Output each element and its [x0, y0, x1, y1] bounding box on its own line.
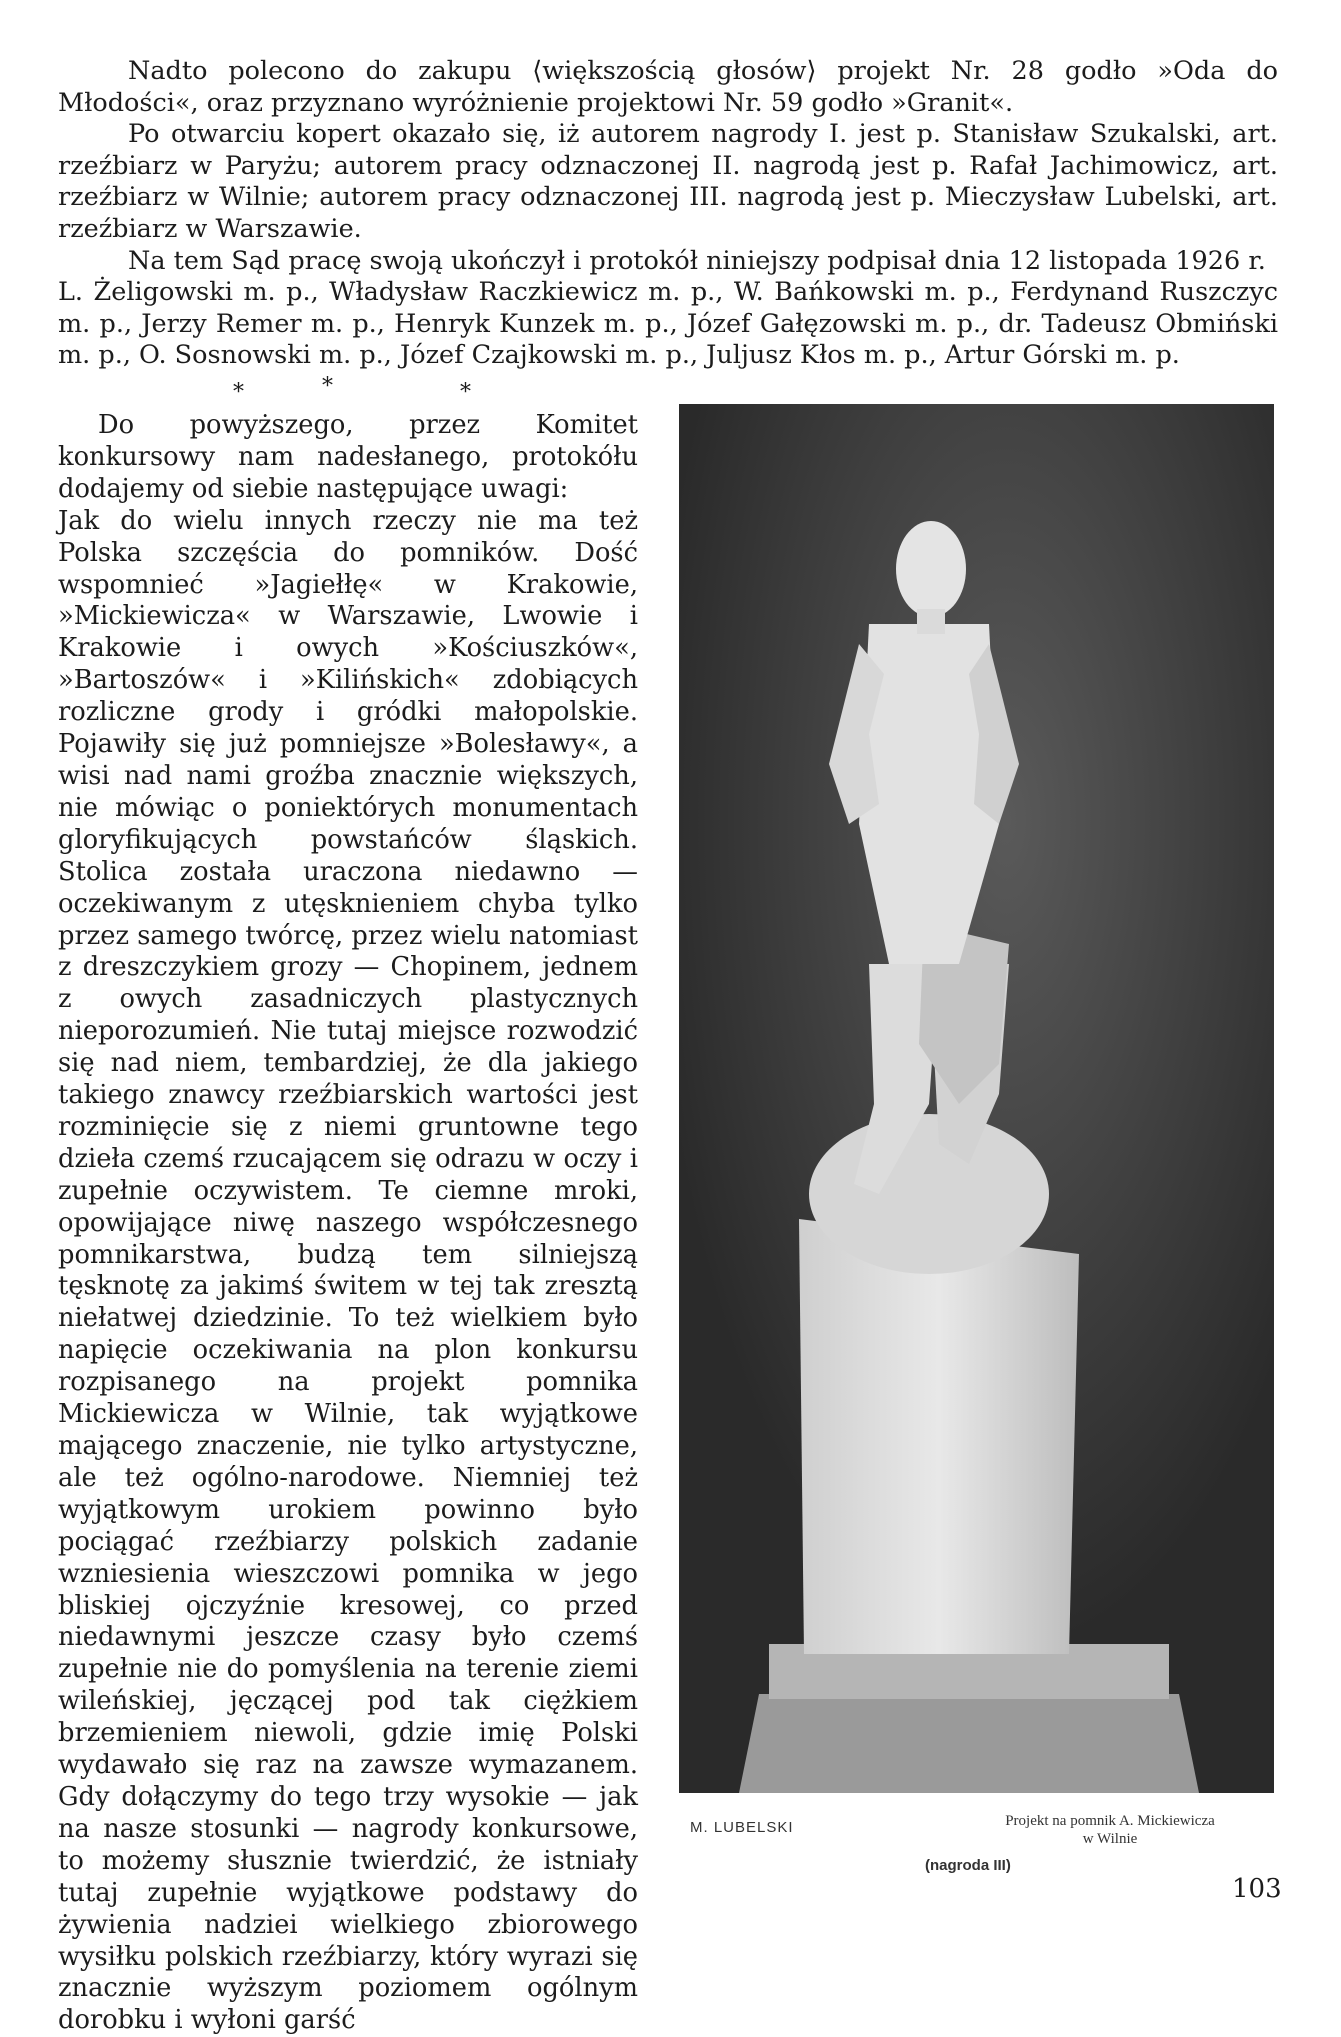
figure-caption-title: [940, 1812, 1280, 1848]
caption-title-line: Projekt na pomnik A. Mickiewicza: [1005, 1813, 1215, 1829]
separator-star: *: [460, 380, 471, 405]
sculpture-photograph: [679, 404, 1274, 1793]
separator-star: *: [233, 380, 244, 405]
top-text-block: [58, 56, 1278, 372]
separator-star: *: [322, 374, 333, 399]
paragraph: Jak do wielu innych rzeczy nie ma też Polska szczęścia do pomników. Dość wspomnieć »Jagiełłę« w Krakowie, »Mickiewicza« w Warszawie, Lwowie i Krakowie i owych »Kościuszków«, »Bartoszów« i »Kilińskich« zdobiących rozliczne grody i gródki małopolskie. Pojawiły się już pomniejsze »Bolesławy«, a wisi nad nami groźba znacznie większych, nie mówiąc o poniektórych monumentach gloryfikujących powstańców śląskich. Stolica została uraczona niedawno — oczekiwanym z utęsknieniem chyba tylko przez samego twórcę, przez wielu natomiast z dreszczykiem grozy — Chopinem, jednem z owych zasadniczych plastycznych nieporozumień. Nie tutaj miejsce rozwodzić się nad niem, tembardziej, że dla jakiego takiego znawcy rzeźbiarskich wartości jest rozminięcie się z niemi gruntowne tego dzieła czemś rzucającem się odrazu w oczy i zupełnie oczywistem. Te ciemne mroki, opowijające niwę naszego współczesnego pomnikarstwa, budzą tem silniejszą tęsknotę za jakimś świtem w tej tak zresztą niełatwej dziedzinie. To też wielkiem było napięcie oczekiwania na plon konkursu rozpisanego na projekt pomnika Mickiewicza w Wilnie, tak wyjątkowe mającego znaczenie, nie tylko artystyczne, ale też ogólno-narodowe. Niemniej też wyjątkowym urokiem powinno było pociągać rzeźbiarzy polskich zadanie wzniesienia wieszczowi pomnika w jego bliskiej ojczyźnie kresowej, co przed niedawnymi jeszcze czasy było czemś zupełnie nie do pomyślenia na terenie ziemi wileńskiej, jęczącej pod tak ciężkiem brzemieniem niewoli, gdzie imię Polski wydawało się raz na zawsze wymazanem. Gdy dołączymy do tego trzy wysokie — jak na nasze stosunki — nagrody konkursowe, to możemy słusznie twierdzić, że istniały tutaj zupełnie wyjątkowe podstawy do żywienia nadziei wielkiego zbiorowego wysiłku polskich rzeźbiarzy, który wyrazi się znacznie wyższym poziomem ogólnym dorobku i wyłoni garść: [58, 505, 638, 2036]
figure-caption-award: (nagroda III): [925, 1857, 1011, 1874]
paragraph: Nadto polecono do zakupu ⟨większością głosów⟩ projekt Nr. 28 godło »Oda do Młodości«, oraz przyznano wyróżnienie projektowi Nr. 59 godło »Granit«.: [58, 56, 1278, 118]
figure-caption-author: M. LUBELSKI: [690, 1819, 794, 1836]
sculpture-illustration: [679, 404, 1274, 1793]
caption-title-line: w Wilnie: [1082, 1831, 1138, 1847]
signatures: L. Żeligowski m. p., Władysław Raczkiewicz m. p., W. Bańkowski m. p., Ferdynand Ruszczyc m. p., Jerzy Remer m. p., Henryk Kunzek m. p., Józef Gałęzowski m. p., dr. Tadeusz Obmiński m. p., O. Sosnowski m. p., Józef Czajkowski m. p., Juljusz Kłos m. p., Artur Górski m. p.: [58, 277, 1278, 371]
paragraph: Po otwarciu kopert okazało się, iż autorem nagrody I. jest p. Stanisław Szukalski, art. rzeźbiarz w Paryżu; autorem pracy odznaczonej II. nagrodą jest p. Rafał Jachimowicz, art. rzeźbiarz w Wilnie; autorem pracy odznaczonej III. nagrodą jest p. Mieczysław Lubelski, art. rzeźbiarz w Warszawie.: [58, 119, 1278, 244]
paragraph: Do powyższego, przez Komitet konkursowy nam nadesłanego, protokółu dodajemy od siebie następujące uwagi:: [58, 410, 638, 504]
page-number: 103: [1232, 1874, 1282, 1904]
left-column-text: [58, 410, 638, 2037]
paragraph: Na tem Sąd pracę swoją ukończył i protokół niniejszy podpisał dnia 12 listopada 1926 r.: [128, 245, 1266, 276]
